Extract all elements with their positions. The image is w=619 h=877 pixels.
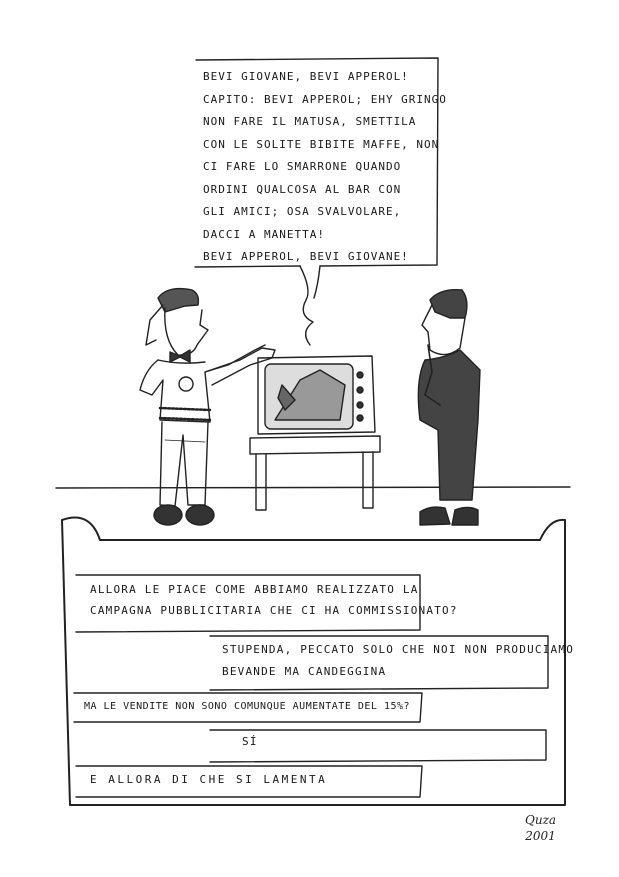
speech-line: BEVI GIOVANE, BEVI APPEROL!	[203, 70, 409, 83]
dialogue-agent-line-5: E ALLORA DI CHE SI LAMENTA	[90, 773, 328, 786]
floor-line	[56, 487, 570, 488]
speech-line: CON LE SOLITE BIBITE MAFFE, NON	[203, 137, 440, 151]
speech-bubble-text	[203, 66, 447, 269]
signature-year: 2001	[525, 829, 556, 843]
dialogue-client-line-4: SÍ	[242, 735, 258, 748]
dialogue-client-line-2a: STUPENDA, PECCATO SOLO CHE NOI NON PRODUCIAMO	[222, 643, 575, 656]
signature	[525, 812, 556, 844]
ad-agent-figure	[140, 289, 275, 525]
dialogue-client-line-2b: BEVANDE MA CANDEGGINA	[222, 665, 387, 678]
signature-name: Quza	[525, 813, 557, 827]
speech-line: BEVI APPEROL, BEVI GIOVANE!	[203, 250, 409, 263]
speech-line: ORDINI QUALCOSA AL BAR CON	[203, 182, 402, 196]
client-figure	[418, 290, 480, 525]
speech-line: CAPITO: BEVI APPEROL; EHY GRINGO	[203, 92, 447, 106]
speech-line: GLI AMICI; OSA SVALVOLARE,	[203, 205, 402, 218]
dialogue-frames	[62, 518, 565, 806]
tv-table	[250, 436, 380, 510]
speech-line: CI FARE LO SMARRONE QUANDO	[203, 160, 402, 173]
speech-line: NON FARE IL MATUSA, SMETTILA	[203, 115, 417, 128]
dialogue-agent-line-1a: ALLORA LE PIACE COME ABBIAMO REALIZZATO LA	[90, 583, 419, 596]
dialogue-agent-line-1b: CAMPAGNA PUBBLICITARIA CHE CI HA COMMISSIONATO?	[90, 604, 458, 617]
speech-line: DACCI A MANETTA!	[203, 227, 325, 241]
dialogue-agent-line-3: MA LE VENDITE NON SONO COMUNQUE AUMENTATE DEL 15%?	[84, 701, 411, 712]
television	[258, 356, 375, 434]
